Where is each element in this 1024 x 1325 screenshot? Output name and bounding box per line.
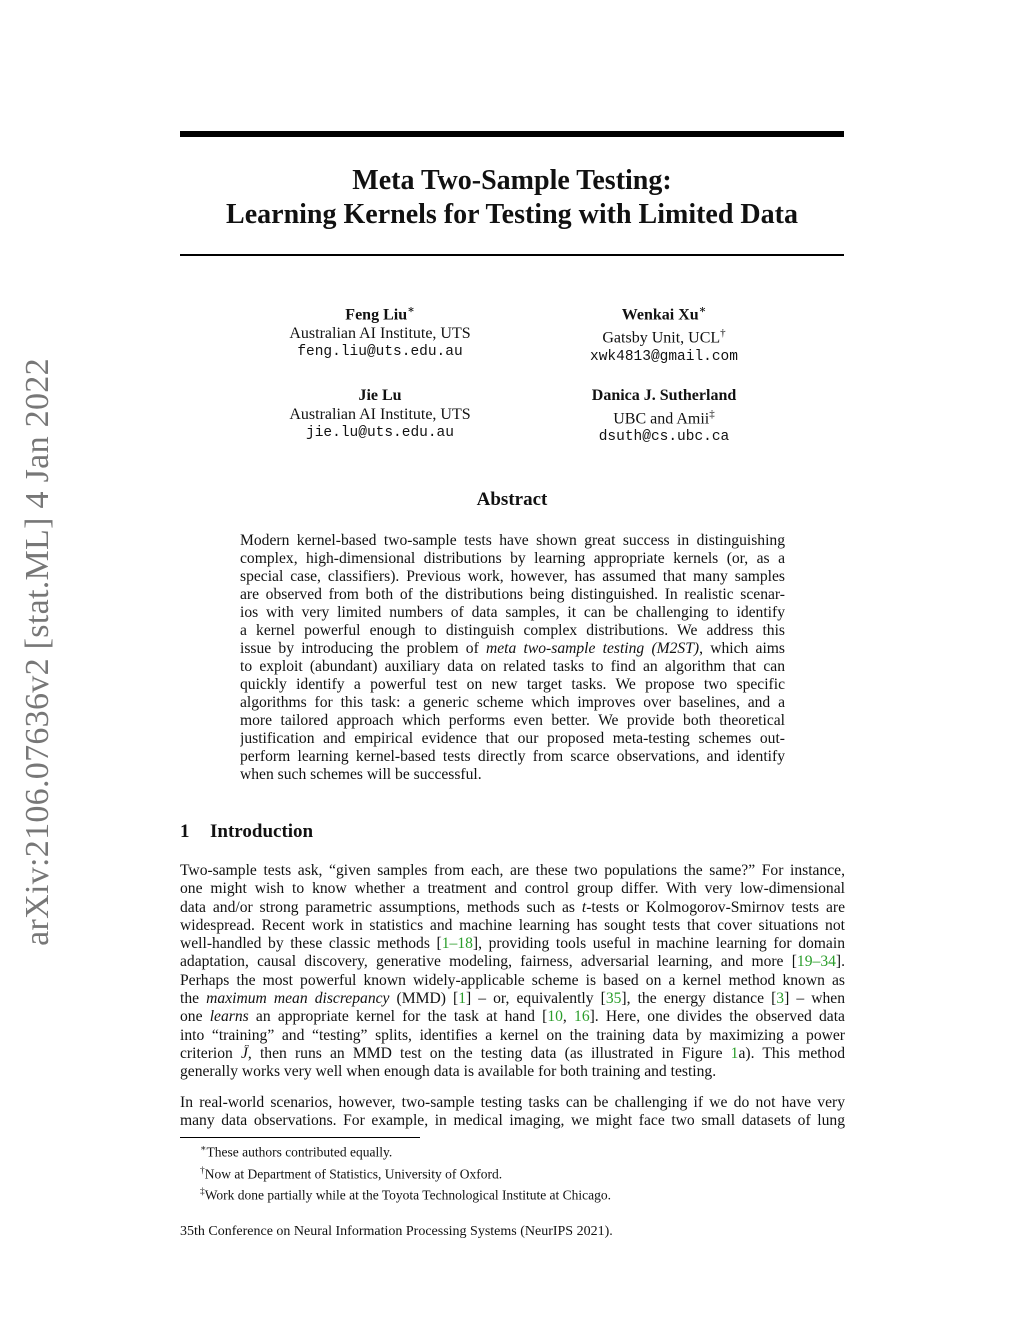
intro-paragraph-2 [180, 1094, 845, 1131]
abstract-line: quickly identify a powerful test on new target tasks. We propose two specific [240, 676, 785, 693]
footnote: ‡Work done partially while at the Toyota Technological Institute at Chicago. [200, 1187, 612, 1203]
author-affiliation: Australian AI Institute, UTS [289, 325, 471, 343]
author-name: Danica J. Sutherland [591, 387, 737, 404]
abstract-heading: Abstract [476, 489, 548, 510]
abstract-line: are observed from both of the distributions being distinguished. In realistic scenar- [240, 586, 785, 603]
footnotes [200, 1140, 844, 1205]
author-mark: ∗ [407, 304, 415, 316]
author-affiliation: Gatsby Unit, UCL [602, 329, 721, 347]
citation-link[interactable]: 19–34 [796, 953, 836, 971]
footnote-mark: ∗ [200, 1144, 207, 1154]
footnote-mark: † [200, 1165, 205, 1176]
intro-line: Perhaps the most powerful known widely-applicable scheme is based on a kernel method known as [180, 971, 845, 989]
abstract-line: a kernel powerful enough to distinguish complex distributions. We address this [240, 622, 785, 639]
intro-line: widespread. Recent work in statistics and machine learning has sought tests that cover situations not [180, 916, 845, 934]
author-email: jie.lu@uts.edu.au [306, 425, 454, 441]
intro-line: generally works very well when enough data is available for both training and testing. [180, 1063, 717, 1081]
section-title: Introduction [210, 821, 314, 842]
term-m2st: meta two-sample testing (M2ST) [486, 640, 700, 657]
figure-link[interactable]: 1 [730, 1044, 739, 1062]
intro-line: In real-world scenarios, however, two-sample testing tasks can be challenging if we do not have very [180, 1094, 845, 1111]
citation-link[interactable]: 10 [547, 1008, 563, 1026]
venue-note: 35th Conference on Neural Information Processing Systems (NeurIPS 2021). [180, 1224, 613, 1239]
citation-link[interactable]: 1–18 [441, 935, 473, 953]
math-j-hat: Ĵ [240, 1044, 248, 1062]
author-block-2 [514, 301, 814, 367]
footnote-rule [180, 1137, 420, 1138]
citation-link[interactable]: 35 [605, 990, 622, 1008]
section-number: 1 [180, 821, 190, 842]
affiliation-mark: ‡ [709, 408, 715, 420]
abstract-body [240, 532, 785, 784]
intro-line: criterion Ĵ, then runs an MMD test on the testing data (as illustrated in Figure 1a). This method [180, 1044, 845, 1062]
intro-line: adaptation, causal discovery, generative modeling, fairness, adversarial learning, and more [19–34]. [180, 953, 845, 971]
affiliation-mark: † [720, 327, 726, 340]
citation-link[interactable]: 16 [574, 1008, 590, 1026]
intro-line: data and/or strong parametric assumptions, methods such as t-tests or Kolmogorov-Smirnov tests are [180, 898, 845, 916]
author-affiliation: Australian AI Institute, UTS [289, 406, 471, 423]
footnote: ∗These authors contributed equally. [200, 1144, 393, 1160]
author-affiliation: UBC and Amii [613, 410, 710, 428]
abstract-line: complex, high-dimensional distributions by learning appropriate kernels (or, as a [240, 550, 785, 567]
intro-line: well-handled by these classic methods [1–18], providing tools useful in machine learning for domain [180, 935, 845, 953]
author-email: xwk4813@gmail.com [590, 348, 738, 365]
abstract-line: special case, classifiers). Previous work, however, has assumed that many samples [240, 568, 785, 585]
arxiv-stamp: arXiv:2106.07636v2 [stat.ML] 4 Jan 2022 [19, 358, 56, 946]
intro-line: one learns an appropriate kernel for the task at hand [10, 16]. Here, one divides the observed data [180, 1008, 845, 1026]
intro-line: one might wish to know whether a treatment and control group differ. With very low-dimensional [180, 880, 845, 898]
author-name: Wenkai Xu [621, 306, 699, 324]
term-learns: learns [209, 1008, 249, 1026]
author-block-1 [230, 301, 530, 362]
intro-paragraph-1 [180, 862, 845, 1082]
abstract-line: justification and empirical evidence that our proposed meta-testing schemes out- [240, 730, 785, 747]
citation-link[interactable]: 1 [458, 990, 466, 1008]
intro-line: many data observations. For example, in medical imaging, we might face two small datasets of lung [180, 1112, 845, 1130]
intro-line: the maximum mean discrepancy (MMD) [1] – or, equivalently [35], the energy distance [3] – when [180, 990, 845, 1008]
title-top-rule [180, 131, 844, 137]
section-heading [180, 821, 313, 843]
abstract-line: algorithms for this task: a generic scheme which improves over baselines, and a [240, 694, 785, 711]
math-t: t [581, 898, 587, 916]
footnote-mark: ‡ [200, 1187, 205, 1197]
abstract-line: ios with very limited numbers of data samples, it can be challenging to identify [240, 604, 785, 621]
abstract-line: issue by introducing the problem of meta two-sample testing (M2ST), which aims [240, 640, 785, 657]
title-line-2: Learning Kernels for Testing with Limited Data [226, 199, 798, 230]
abstract-line: to exploit (abundant) auxiliary data on related tasks to find an algorithm that can [240, 658, 785, 675]
abstract-line: more tailored approach which performs even better. We provide both theoretical [240, 712, 785, 729]
paper-title [180, 164, 844, 232]
author-email: feng.liu@uts.edu.au [297, 344, 463, 361]
term-mmd: maximum mean discrepancy [206, 990, 390, 1008]
abstract-line: Modern kernel-based two-sample tests have shown great success in distinguishing [240, 532, 785, 549]
abstract-line: perform learning kernel-based tests directly from scarce observations, and identify [240, 748, 785, 765]
author-email: dsuth@cs.ubc.ca [598, 429, 730, 446]
intro-line: into “training” and “testing” splits, identifies a kernel on the training data by maximizing a power [180, 1026, 845, 1044]
footnote: †Now at Department of Statistics, University of Oxford. [200, 1165, 503, 1181]
citation-link[interactable]: 3 [776, 990, 785, 1008]
author-block-3 [230, 386, 530, 443]
title-bottom-rule [180, 254, 844, 256]
intro-line: Two-sample tests ask, “given samples from each, are these two populations the same?” For instance, [180, 862, 845, 879]
author-name: Feng Liu [345, 306, 408, 324]
title-line-1: Meta Two-Sample Testing: [352, 165, 672, 196]
author-block-4 [514, 386, 814, 447]
author-name: Jie Lu [358, 387, 402, 404]
abstract-line: when such schemes will be successful. [240, 766, 482, 783]
author-mark: ∗ [698, 304, 707, 316]
